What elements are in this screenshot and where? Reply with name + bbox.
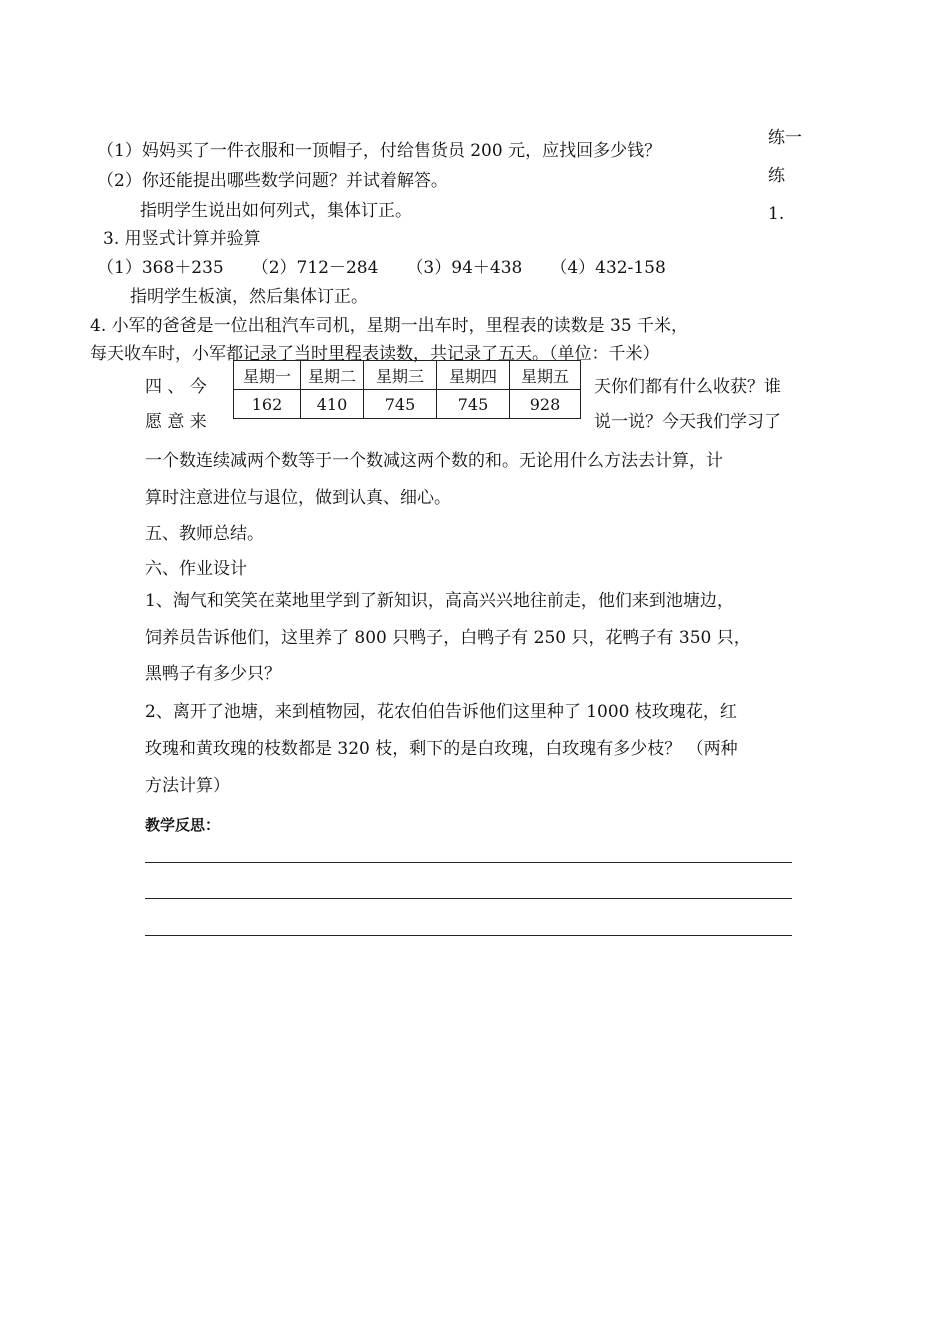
- homework-2-line-2: 玫瑰和黄玫瑰的枝数都是 320 枝，剩下的是白玫瑰，白玫瑰有多少枝？ （两种: [145, 739, 738, 759]
- calc-row: [97, 257, 694, 279]
- question-2: （2）你还能提出哪些数学问题？并试着解答。: [97, 171, 448, 191]
- question-1: （1）妈妈买了一件衣服和一顶帽子，付给售货员 200 元，应找回多少钱？: [97, 141, 662, 161]
- homework-2-line-3: 方法计算）: [145, 776, 230, 796]
- table-cell: 928: [510, 390, 581, 419]
- section-4-line-3: 一个数连续减两个数等于一个数减这两个数的和。无论用什么方法去计算，计: [145, 451, 723, 471]
- calc-item-2: （2）712－284: [251, 258, 379, 278]
- table-row: [234, 390, 581, 419]
- section-6-heading: 六、作业设计: [145, 559, 247, 579]
- reflection-line-1: [145, 862, 792, 863]
- problem-4-line-1: 4. 小军的爸爸是一位出租汽车司机，星期一出车时，里程表的读数是 35 千米，: [90, 316, 689, 336]
- section-4-line-4: 算时注意进位与退位，做到认真、细心。: [145, 488, 451, 508]
- section-5-heading: 五、教师总结。: [145, 524, 264, 544]
- homework-1-line-3: 黑鸭子有多少只？: [145, 664, 281, 684]
- side-label-1: 练一: [768, 128, 802, 148]
- reflection-heading: 教学反思：: [145, 816, 221, 834]
- odometer-table: [233, 360, 581, 419]
- teacher-note-1: 指明学生说出如何列式，集体订正。: [140, 201, 412, 221]
- section-4-cont-2: 说一说？今天我们学习了: [594, 412, 781, 432]
- problem-4-line-2: 每天收车时，小军都记录了当时里程表读数，共记录了五天。（单位：千米）: [90, 344, 660, 364]
- table-cell: 745: [437, 390, 510, 419]
- teacher-note-2: 指明学生板演，然后集体订正。: [130, 287, 368, 307]
- table-row: [234, 361, 581, 390]
- table-cell: 410: [301, 390, 364, 419]
- section-3-heading: 3. 用竖式计算并验算: [103, 229, 261, 249]
- table-header-cell: 星期四: [437, 361, 510, 390]
- section-4-lead-2: 愿 意 来: [145, 412, 207, 432]
- table-header-cell: 星期三: [364, 361, 437, 390]
- side-label-3: 1.: [768, 204, 785, 224]
- homework-1-line-1: 1、淘气和笑笑在菜地里学到了新知识，高高兴兴地往前走，他们来到池塘边，: [145, 591, 734, 611]
- section-4-cont-1: 天你们都有什么收获？谁: [594, 377, 781, 397]
- table-cell: 745: [364, 390, 437, 419]
- table-header-cell: 星期一: [234, 361, 301, 390]
- reflection-line-2: [145, 898, 792, 899]
- homework-2-line-1: 2、离开了池塘，来到植物园，花农伯伯告诉他们这里种了 1000 枝玫瑰花，红: [145, 702, 737, 722]
- calc-item-4: （4）432-158: [550, 258, 666, 278]
- calc-item-3: （3）94＋438: [406, 258, 523, 278]
- reflection-line-3: [145, 935, 792, 936]
- calc-item-1: （1）368＋235: [97, 258, 224, 278]
- section-4-lead-1: 四 、 今: [145, 377, 207, 397]
- table-header-cell: 星期五: [510, 361, 581, 390]
- table-cell: 162: [234, 390, 301, 419]
- table-header-cell: 星期二: [301, 361, 364, 390]
- side-label-2: 练: [768, 166, 785, 186]
- homework-1-line-2: 饲养员告诉他们，这里养了 800 只鸭子，白鸭子有 250 只，花鸭子有 350 只，: [145, 628, 751, 648]
